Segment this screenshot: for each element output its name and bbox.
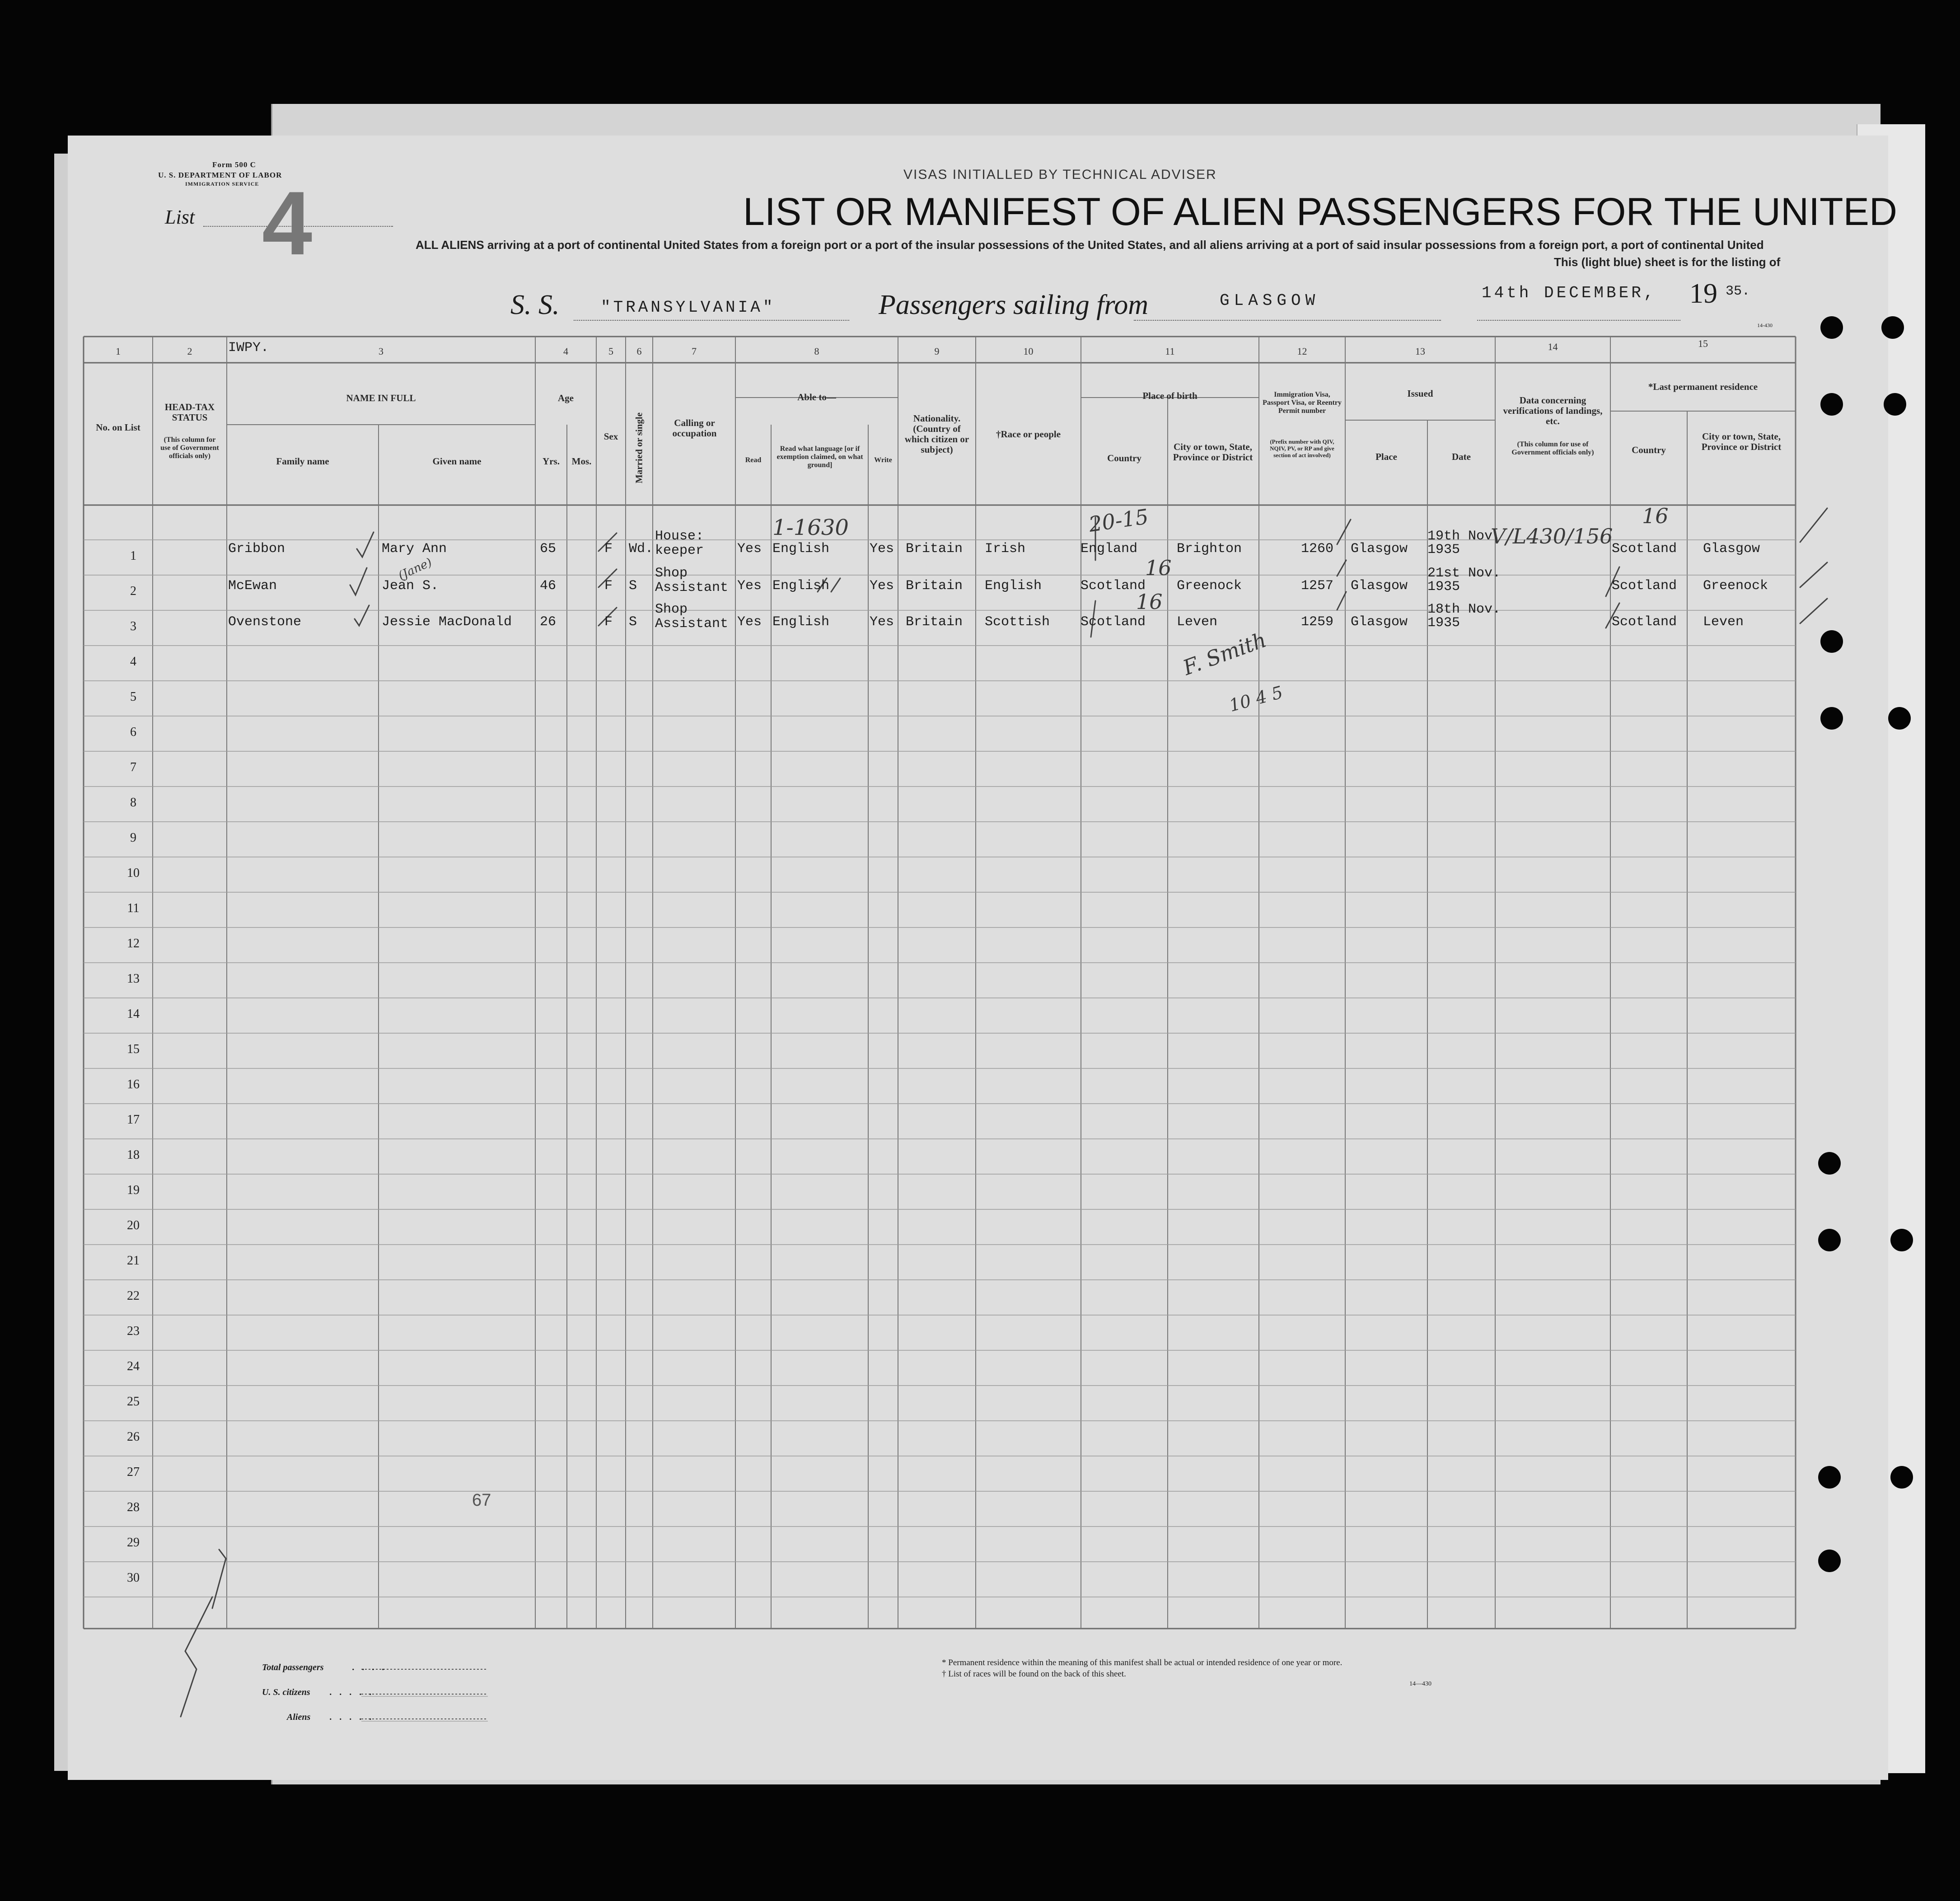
footer-total-passengers: Total passengers <box>262 1662 324 1672</box>
header-issued-date: Date <box>1452 451 1471 462</box>
row-number: 13 <box>127 972 140 986</box>
col-number-5: 5 <box>608 346 613 357</box>
col-number-4: 4 <box>563 346 568 357</box>
punch-hole <box>1818 1229 1841 1251</box>
issued-date-line-2-cell: 1935 <box>1427 542 1460 557</box>
row-number: 3 <box>130 619 136 633</box>
visa-number-cell: 1259 <box>1301 614 1334 630</box>
punch-hole <box>1888 707 1911 730</box>
row-number: 17 <box>127 1113 140 1127</box>
header-visa-note: (Prefix number with QIV, NQIV, PV, or RP and give section of act involved) <box>1270 438 1334 459</box>
header-age-months: Mos. <box>571 456 592 467</box>
col-number-1: 1 <box>116 346 121 357</box>
header-verifications: Data concerning verifications of landings, etc. <box>1503 395 1603 426</box>
col-number-14: 14 <box>1548 341 1558 352</box>
annotation-verification: V/L430/156 <box>1491 524 1613 548</box>
race-cell: Irish <box>985 541 1026 557</box>
row-number: 8 <box>130 796 136 810</box>
nationality-cell: Britain <box>906 541 963 557</box>
footer-dots-1: . . . . <box>352 1662 387 1672</box>
col-number-9: 9 <box>934 346 940 357</box>
birth-country-cell: Scotland <box>1081 614 1146 630</box>
annotation-language-number: 1-1630 <box>772 515 849 540</box>
write-cell: Yes <box>870 541 894 557</box>
header-issued-place: Place <box>1375 451 1397 462</box>
header-place-of-birth: Place of birth <box>1142 390 1198 401</box>
row-number: 7 <box>130 760 136 774</box>
header-race: †Race or people <box>996 429 1061 440</box>
annotation-birth-row2: 16 <box>1145 556 1172 580</box>
row-number: 6 <box>130 725 136 739</box>
issued-place-cell: Glasgow <box>1351 541 1408 557</box>
issued-place-cell: Glasgow <box>1351 614 1408 630</box>
read-cell: Yes <box>737 578 762 594</box>
punch-hole <box>1820 630 1843 653</box>
row-number: 25 <box>127 1395 140 1409</box>
form-code-top: 14-430 <box>1757 322 1773 328</box>
punch-hole <box>1881 316 1904 339</box>
language-cell: English <box>772 541 830 557</box>
occupation-line-2-cell: keeper <box>655 543 704 558</box>
birth-city-cell: Brighton <box>1177 541 1242 557</box>
header-age-years: Yrs. <box>543 456 560 467</box>
given-name-cell: Mary Ann <box>382 541 447 557</box>
sailing-label: Passengers sailing from <box>879 290 1149 320</box>
occupation-line-1-cell: Shop <box>655 566 688 581</box>
annotation-clerk-signature: F. Smith <box>1179 627 1270 680</box>
header-write: Write <box>874 456 892 464</box>
marital-status-cell: Wd. <box>629 541 654 557</box>
header-read: Read <box>745 456 762 464</box>
header-issued: Issued <box>1407 388 1433 399</box>
row-number: 22 <box>127 1289 140 1303</box>
punch-hole <box>1818 1152 1841 1175</box>
write-cell: Yes <box>870 614 894 630</box>
row-number: 15 <box>127 1042 140 1056</box>
row-number: 23 <box>127 1324 140 1338</box>
family-name-cell: Ovenstone <box>228 614 302 630</box>
row-number: 14 <box>127 1007 140 1021</box>
residence-country-cell: Scotland <box>1612 578 1677 594</box>
residence-country-cell: Scotland <box>1612 541 1677 557</box>
header-residence-city: City or town, State, Province or District <box>1701 431 1782 452</box>
punch-hole <box>1820 393 1843 416</box>
margin-note: IWPY. <box>228 340 269 356</box>
family-name-cell: McEwan <box>228 578 277 594</box>
departure-port: GLASGOW <box>1220 291 1320 310</box>
manifest-title: LIST OR MANIFEST OF ALIEN PASSENGERS FOR THE UNITED <box>743 190 1898 234</box>
annotation-given-name-note: (Jane) <box>396 555 435 583</box>
punch-hole <box>1884 393 1906 416</box>
marital-status-cell: S <box>629 578 637 594</box>
col-number-10: 10 <box>1023 346 1034 357</box>
col-number-6: 6 <box>636 346 642 357</box>
ship-name: "TRANSYLVANIA" <box>601 298 776 317</box>
row-number: 30 <box>127 1571 140 1585</box>
punch-hole <box>1890 1229 1913 1251</box>
header-last-residence: *Last permanent residence <box>1648 381 1758 392</box>
age-cell: 65 <box>540 541 557 557</box>
residence-city-cell: Leven <box>1703 614 1744 630</box>
year-prefix: 19 <box>1689 278 1717 309</box>
col-number-3: 3 <box>379 346 384 357</box>
bottom-left-mark <box>178 1626 181 1631</box>
residence-city-cell: Greenock <box>1703 578 1768 594</box>
punch-hole <box>1820 316 1843 339</box>
punch-hole <box>1890 1466 1913 1489</box>
issued-date-line-1-cell: 19th Nov. <box>1427 529 1501 544</box>
footer-aliens: Aliens <box>287 1712 311 1722</box>
header-family-name: Family name <box>276 456 329 467</box>
given-name-cell: Jessie MacDonald <box>382 614 512 630</box>
row-number: 9 <box>130 831 136 845</box>
annotation-birth-row3: 16 <box>1136 590 1163 614</box>
annotation-clerk-number: 10 4 5 <box>1227 682 1285 716</box>
header-verifications-note: (This column for use of Government officials only) <box>1511 440 1594 456</box>
header-able-to: Able to— <box>797 392 836 403</box>
row-number: 24 <box>127 1359 140 1373</box>
col-number-8: 8 <box>814 346 819 357</box>
row-number: 19 <box>127 1183 140 1197</box>
department-label: U. S. DEPARTMENT OF LABOR <box>158 171 282 179</box>
race-cell: Scottish <box>985 614 1050 630</box>
header-married-single: Married or single <box>633 412 645 484</box>
nationality-cell: Britain <box>906 578 963 594</box>
header-age: Age <box>558 393 574 403</box>
col-number-15: 15 <box>1698 338 1708 349</box>
row-number: 4 <box>130 655 136 669</box>
list-number: 4 <box>262 173 313 274</box>
header-residence-country: Country <box>1632 445 1666 455</box>
sex-cell: F <box>604 578 613 594</box>
annotation-residence-row1: 16 <box>1642 504 1669 528</box>
occupation-line-1-cell: House: <box>655 529 704 544</box>
col-number-13: 13 <box>1415 346 1425 357</box>
header-immigration-visa: Immigration Visa, Passport Visa, or Reentry Permit number <box>1263 391 1342 415</box>
col-number-7: 7 <box>692 346 697 357</box>
sex-cell: F <box>604 614 613 630</box>
punch-hole <box>1820 707 1843 730</box>
visas-stamp: VISAS INITIALLED BY TECHNICAL ADVISER <box>903 167 1217 182</box>
header-calling: Calling or occupation <box>672 417 717 439</box>
punch-hole <box>1818 1550 1841 1572</box>
row-number: 29 <box>127 1536 140 1550</box>
header-nationality: Nationality. (Country of which citizen or subject) <box>904 413 969 455</box>
footer-form-code: 14—430 <box>1409 1681 1431 1687</box>
row-number: 12 <box>127 936 140 950</box>
header-head-tax-note: (This column for use of Government officials only) <box>160 436 219 460</box>
occupation-line-1-cell: Shop <box>655 602 688 617</box>
read-cell: Yes <box>737 614 762 630</box>
residence-city-cell: Glasgow <box>1703 541 1760 557</box>
row-number: 2 <box>130 584 136 598</box>
birth-country-cell: Scotland <box>1081 578 1146 594</box>
marital-status-cell: S <box>629 614 637 630</box>
occupation-line-2-cell: Assistant <box>655 580 729 595</box>
year-suffix: 35. <box>1726 284 1750 299</box>
punch-hole <box>1818 1466 1841 1489</box>
issued-date-line-1-cell: 21st Nov. <box>1427 566 1501 581</box>
issued-date-line-2-cell: 1935 <box>1427 579 1460 595</box>
ss-label: S. S. <box>510 290 560 320</box>
row-number: 20 <box>127 1218 140 1232</box>
family-name-cell: Gribbon <box>228 541 285 557</box>
row-number: 27 <box>127 1465 140 1479</box>
footnote-residence: * Permanent residence within the meaning of this manifest shall be actual or intended residence of one year or more. <box>942 1658 1343 1667</box>
issued-date-line-1-cell: 18th Nov. <box>1427 602 1501 617</box>
visa-number-cell: 1260 <box>1301 541 1334 557</box>
subtitle-line-1: ALL ALIENS arriving at a port of continental United States from a foreign port or a port of the insular possessions of the United States, and all aliens arriving at a port of said insular possessions from a foreign port, a port of continental United <box>416 238 1764 252</box>
issued-place-cell: Glasgow <box>1351 578 1408 594</box>
sex-cell: F <box>604 541 613 557</box>
header-birth-city: City or town, State, Province or District <box>1173 441 1253 463</box>
footer-dots-3: . . . . . <box>330 1712 374 1722</box>
row-number: 28 <box>127 1500 140 1514</box>
col-number-11: 11 <box>1165 346 1175 357</box>
given-name-cell: Jean S. <box>382 578 439 594</box>
row-number: 26 <box>127 1430 140 1444</box>
row-28-stamp: 67 <box>472 1491 491 1510</box>
row-number: 5 <box>130 690 136 704</box>
row-number: 21 <box>127 1254 140 1268</box>
header-name-in-full: NAME IN FULL <box>346 393 416 403</box>
form-number: Form 500 C <box>212 160 256 169</box>
age-cell: 26 <box>540 614 557 630</box>
birth-city-cell: Leven <box>1177 614 1218 630</box>
footer-dots-2: . . . . . <box>330 1687 374 1697</box>
residence-country-cell: Scotland <box>1612 614 1677 630</box>
list-label: List <box>165 206 195 228</box>
row-number: 16 <box>127 1077 140 1091</box>
row-number: 1 <box>130 549 136 563</box>
header-no-on-list: No. on List <box>96 422 140 433</box>
header-given-name: Given name <box>432 456 482 467</box>
departure-date: 14th DECEMBER, <box>1482 284 1656 302</box>
footnote-races: † List of races will be found on the back of this sheet. <box>942 1669 1126 1679</box>
read-cell: Yes <box>737 541 762 557</box>
header-read-language: Read what language [or if exemption claimed, on what ground] <box>777 445 863 469</box>
birth-city-cell: Greenock <box>1177 578 1242 594</box>
subtitle-line-2: This (light blue) sheet is for the listing of <box>1554 255 1781 269</box>
visa-number-cell: 1257 <box>1301 578 1334 594</box>
header-head-tax: HEAD-TAX STATUS <box>164 402 215 423</box>
service-label: IMMIGRATION SERVICE <box>185 181 259 187</box>
language-cell: English <box>772 578 830 594</box>
language-cell: English <box>772 614 830 630</box>
occupation-line-2-cell: Assistant <box>655 616 729 632</box>
header-sex: Sex <box>603 431 618 442</box>
age-cell: 46 <box>540 578 557 594</box>
race-cell: English <box>985 578 1042 594</box>
birth-country-cell: England <box>1081 541 1138 557</box>
write-cell: Yes <box>870 578 894 594</box>
issued-date-line-2-cell: 1935 <box>1427 615 1460 631</box>
col-number-12: 12 <box>1297 346 1307 357</box>
annotation-birth-row1: 20-15 <box>1087 504 1150 537</box>
col-number-2: 2 <box>187 346 192 357</box>
row-number: 11 <box>127 901 140 915</box>
footer-us-citizens: U. S. citizens <box>262 1687 310 1697</box>
row-number: 18 <box>127 1148 140 1162</box>
nationality-cell: Britain <box>906 614 963 630</box>
header-birth-country: Country <box>1107 453 1141 464</box>
row-number: 10 <box>127 866 140 880</box>
